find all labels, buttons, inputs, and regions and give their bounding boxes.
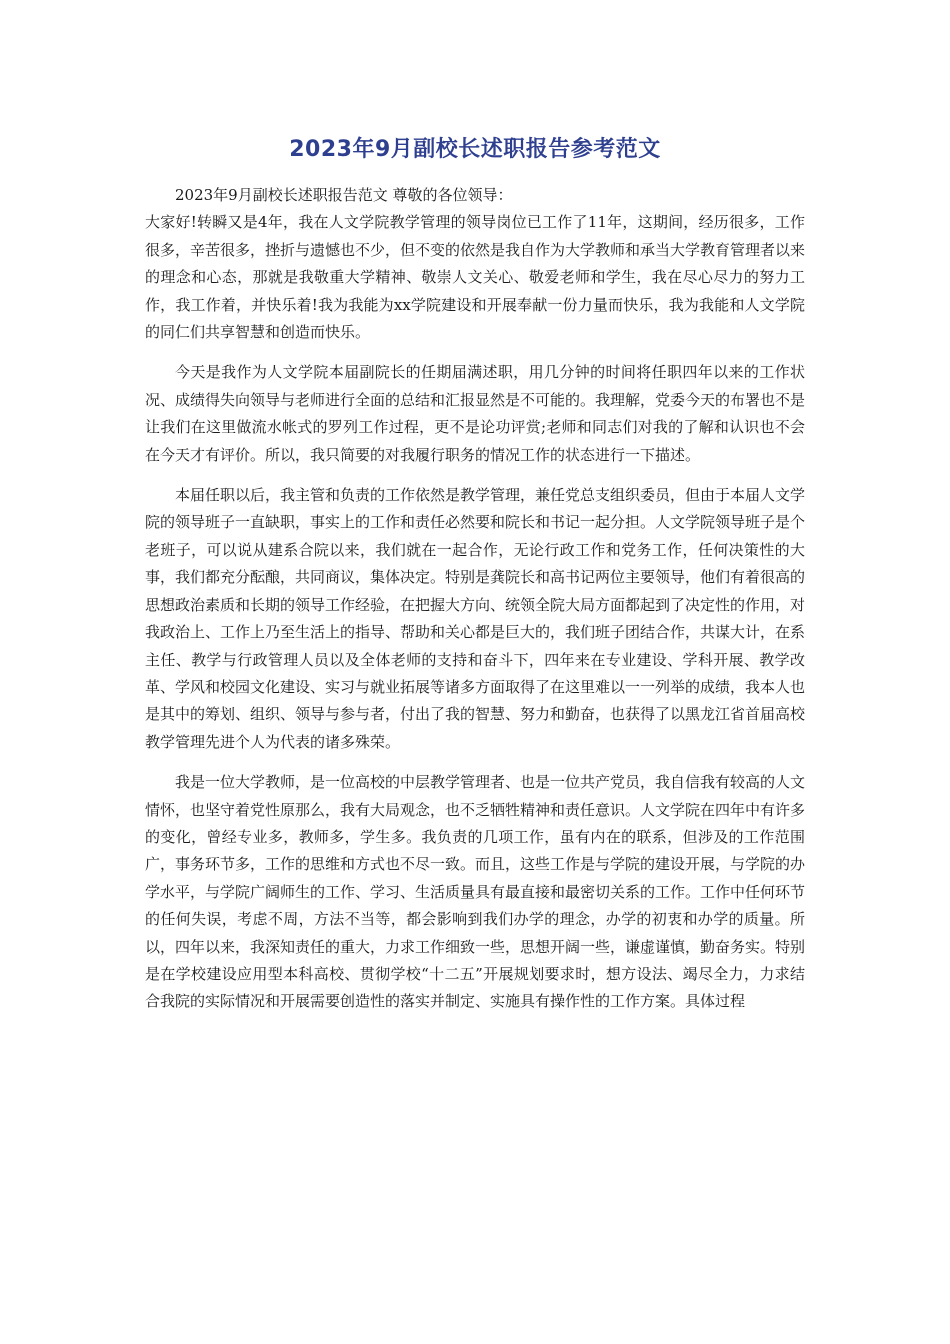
paragraph-3: 本届任职以后，我主管和负责的工作依然是教学管理，兼任党总支组织委员，但由于本届人文学院的领导班子一直缺职，事实上的工作和责任必然要和院长和书记一起分担。人文学院领导班子是个老班子，可以说从建系合院以来，我们就在一起合作，无论行政工作和党务工作，任何决策性的大事，我们都充分酝酿，共同商议，集体决定。特别是龚院长和高书记两位主要领导，他们有着很高的思想政治素质和长期的领导工作经验，在把握大方向、统领全院大局方面都起到了决定性的作用，对我政治上、工作上乃至生活上的指导、帮助和关心都是巨大的，我们班子团结合作，共谋大计，在系主任、教学与行政管理人员以及全体老师的支持和奋斗下，四年来在专业建设、学科开展、教学改革、学风和校园文化建设、实习与就业拓展等诸多方面取得了在这里难以一一列举的成绩，我本人也是其中的筹划、组织、领导与参与者，付出了我的智慧、努力和勤奋，也获得了以黑龙江省首届高校教学管理先进个人为代表的诸多殊荣。	[145, 486, 806, 751]
document-title: 2023年9月副校长述职报告参考范文	[289, 137, 661, 162]
lead-line: 2023年9月副校长述职报告范文 尊敬的各位领导：	[175, 186, 513, 204]
paragraph-1: 大家好!转瞬又是4年，我在人文学院教学管理的领导岗位已工作了11年，这期间，经历很多，工作很多，辛苦很多，挫折与遗憾也不少，但不变的依然是我自作为大学教师和承当大学教育管理者以来的理念和心态，那就是我敬重大学精神、敬崇人文关心、敬爱老师和学生，我在尽心尽力的努力工作，我工作着，并快乐着!我为我能为xx学院建设和开展奉献一份力量而快乐，我为我能和人文学院的同仁们共享智慧和创造而快乐。	[145, 213, 806, 342]
paragraph-2: 今天是我作为人文学院本届副院长的任期届满述职，用几分钟的时间将任职四年以来的工作状况、成绩得失向领导与老师进行全面的总结和汇报显然是不可能的。我理解，党委今天的布署也不是让我们在这里做流水帐式的罗列工作过程，更不是论功评赏;老师和同志们对我的了解和认识也不会在今天才有评价。所以，我只简要的对我履行职务的情况工作的状态进行一下描述。	[145, 363, 806, 464]
document-body	[145, 182, 805, 1029]
paragraph-4: 我是一位大学教师，是一位高校的中层教学管理者、也是一位共产党员，我自信我有较高的人文情怀，也坚守着党性原那么，我有大局观念，也不乏牺牲精神和责任意识。人文学院在四年中有许多的变化，曾经专业多，教师多，学生多。我负责的几项工作，虽有内在的联系，但涉及的工作范围广，事务环节多，工作的思维和方式也不尽一致。而且，这些工作是与学院的建设开展，与学院的办学水平，与学院广阔师生的工作、学习、生活质量具有最直接和最密切关系的工作。工作中任何环节的任何失误，考虑不周，方法不当等，都会影响到我们办学的理念，办学的初衷和办学的质量。所以，四年以来，我深知责任的重大，力求工作细致一些，思想开阔一些，谦虚谨慎，勤奋务实。特别是在学校建设应用型本科高校、贯彻学校“十二五”开展规划要求时，想方设法、竭尽全力，力求结合我院的实际情况和开展需要创造性的落实并制定、实施具有操作性的工作方案。具体过程	[145, 773, 806, 1011]
